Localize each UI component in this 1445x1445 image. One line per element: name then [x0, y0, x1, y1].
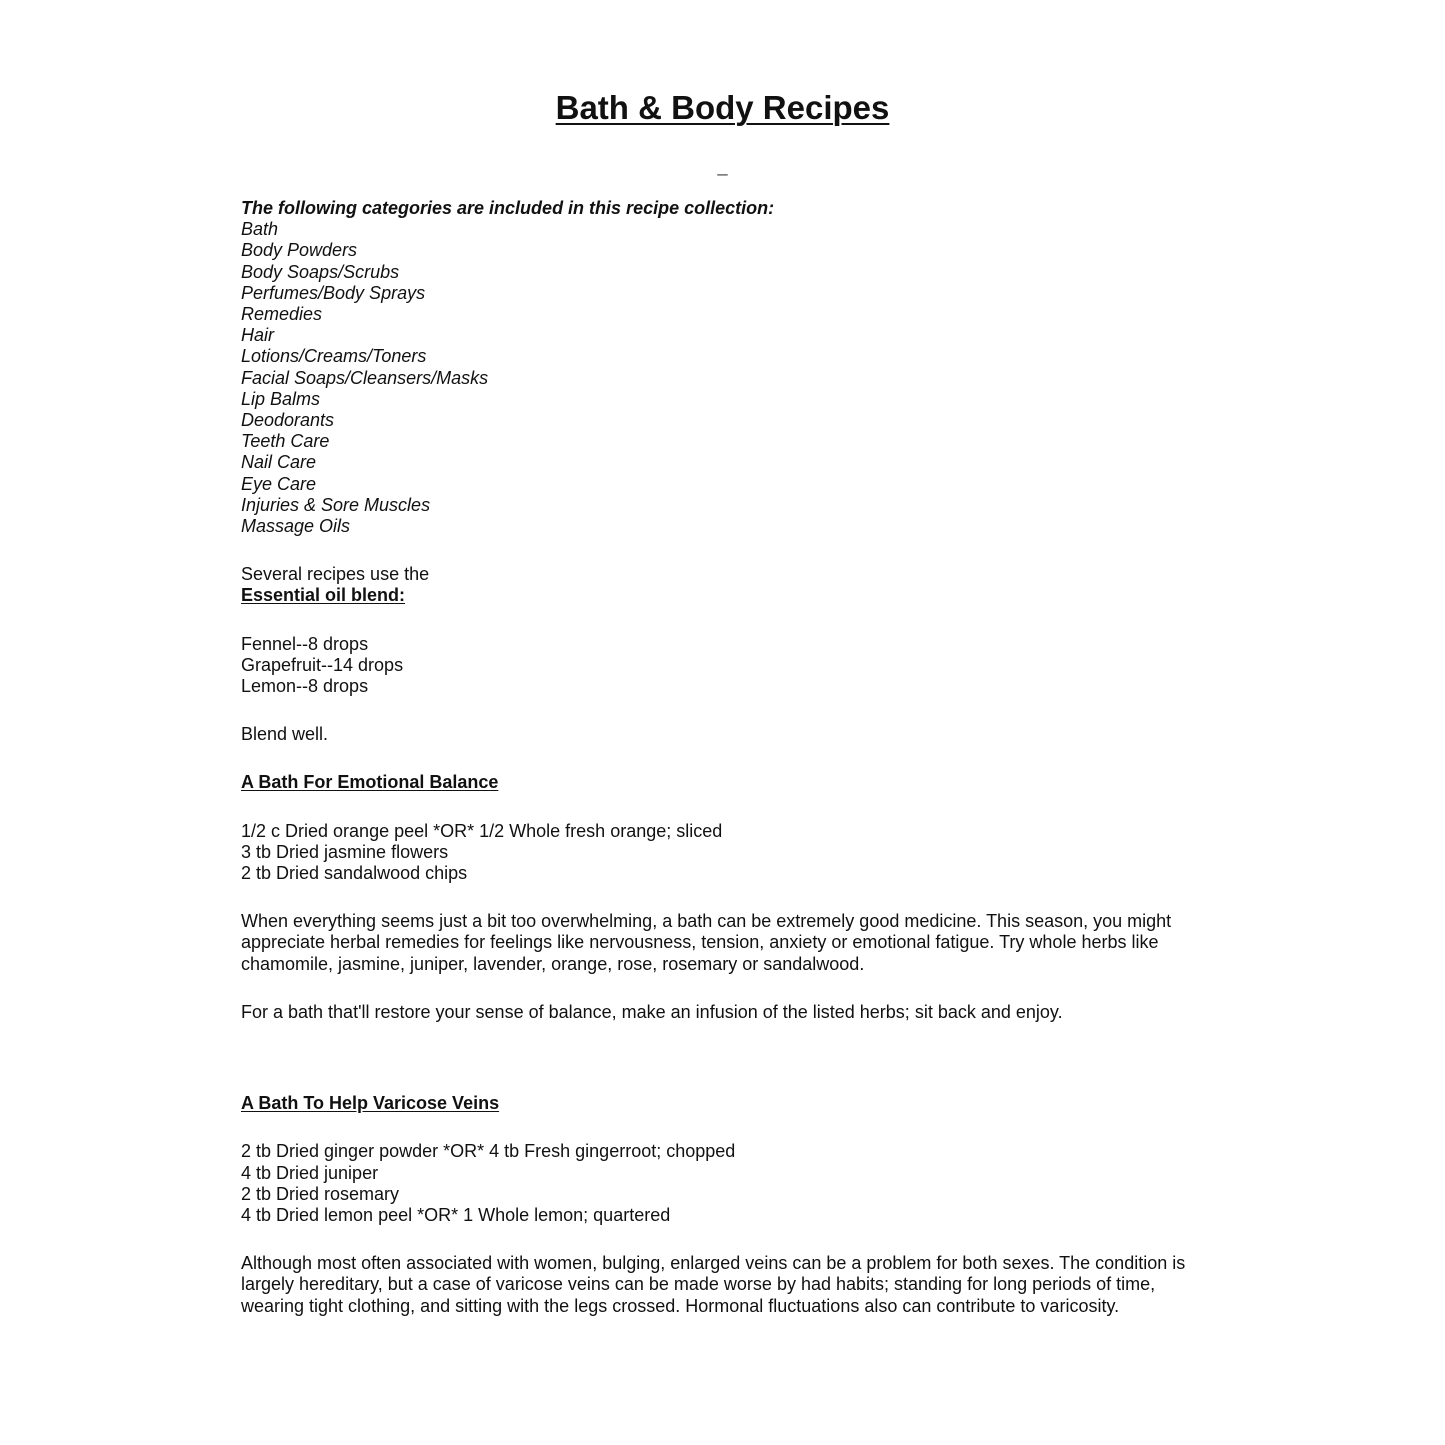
separator-mark: _ [717, 156, 728, 176]
ingredient-line: Grapefruit--14 drops [241, 654, 404, 675]
essential-oil-lead-in: Several recipes use the [241, 564, 430, 585]
spacer [241, 1226, 1206, 1253]
document-body [241, 198, 1206, 1317]
category-item: Body Soaps/Scrubs [241, 261, 400, 282]
spacer [241, 1114, 1206, 1141]
spacer [241, 745, 1206, 772]
category-item: Lotions/Creams/Toners [241, 346, 427, 367]
ingredient-line: 2 tb Dried sandalwood chips [241, 863, 468, 884]
essential-oil-heading: Essential oil blend: [241, 585, 406, 606]
ingredient-line: Lemon--8 drops [241, 676, 369, 697]
ingredient-line: 2 tb Dried rosemary [241, 1183, 400, 1204]
category-item: Perfumes/Body Sprays [241, 282, 426, 303]
spacer [241, 537, 1206, 564]
recipe-ingredients [241, 821, 1206, 885]
spacer [241, 1023, 1206, 1093]
category-item: Deodorants [241, 410, 335, 431]
categories-section [241, 198, 1206, 537]
category-item: Eye Care [241, 473, 317, 494]
page-title-text: Bath & Body Recipes [555, 89, 890, 127]
category-item: Bath [241, 219, 279, 240]
category-item: Teeth Care [241, 431, 330, 452]
category-item: Body Powders [241, 240, 358, 261]
spacer [241, 697, 1206, 724]
ingredient-line: 4 tb Dried lemon peel *OR* 1 Whole lemon; quartered [241, 1204, 671, 1225]
category-item: Nail Care [241, 452, 317, 473]
recipe-emotional-balance [241, 772, 1206, 1023]
recipe-paragraph: When everything seems just a bit too overwhelming, a bath can be extremely good medicine. This season, you might appreciate herbal remedies for feelings like nervousness, tension, anxiety or emotional fatigue. Try whole herbs like chamomile, jasmine, juniper, lavender, orange, rose, rosemary or sandalwood. [241, 911, 1172, 974]
spacer [241, 975, 1206, 1002]
essential-oil-instruction: Blend well. [241, 724, 329, 745]
ingredient-line: 2 tb Dried ginger powder *OR* 4 tb Fresh gingerroot; chopped [241, 1141, 736, 1162]
ingredient-line: Fennel--8 drops [241, 633, 369, 654]
recipe-title: A Bath To Help Varicose Veins [241, 1093, 500, 1114]
ingredient-line: 4 tb Dried juniper [241, 1162, 379, 1183]
category-item: Remedies [241, 304, 323, 325]
spacer [241, 794, 1206, 821]
categories-list [241, 219, 1206, 537]
spacer [241, 607, 1206, 634]
recipe-paragraph: Although most often associated with women, bulging, enlarged veins can be a problem for both sexes. The condition is largely hereditary, but a case of varicose veins can be made worse by had habits; standing for long periods of time, wearing tight clothing, and sitting with the legs crossed. Hormonal fluctuations also can contribute to varicosity. [241, 1253, 1186, 1316]
category-item: Lip Balms [241, 388, 321, 409]
category-item: Injuries & Sore Muscles [241, 494, 431, 515]
ingredient-line: 1/2 c Dried orange peel *OR* 1/2 Whole fresh orange; sliced [241, 820, 723, 841]
essential-oil-section [241, 564, 1206, 745]
recipe-title: A Bath For Emotional Balance [241, 772, 499, 793]
recipe-varicose-veins [241, 1093, 1206, 1317]
recipe-paragraph: For a bath that'll restore your sense of balance, make an infusion of the listed herbs; sit back and enjoy. [241, 1001, 1063, 1022]
ingredient-line: 3 tb Dried jasmine flowers [241, 841, 449, 862]
category-item: Hair [241, 325, 275, 346]
category-item: Facial Soaps/Cleansers/Masks [241, 367, 489, 388]
categories-heading: The following categories are included in this recipe collection: [241, 198, 775, 218]
recipe-ingredients [241, 1141, 1206, 1226]
page-title [0, 88, 1445, 128]
essential-oil-ingredients [241, 634, 1206, 698]
spacer [241, 884, 1206, 911]
category-item: Massage Oils [241, 516, 351, 537]
